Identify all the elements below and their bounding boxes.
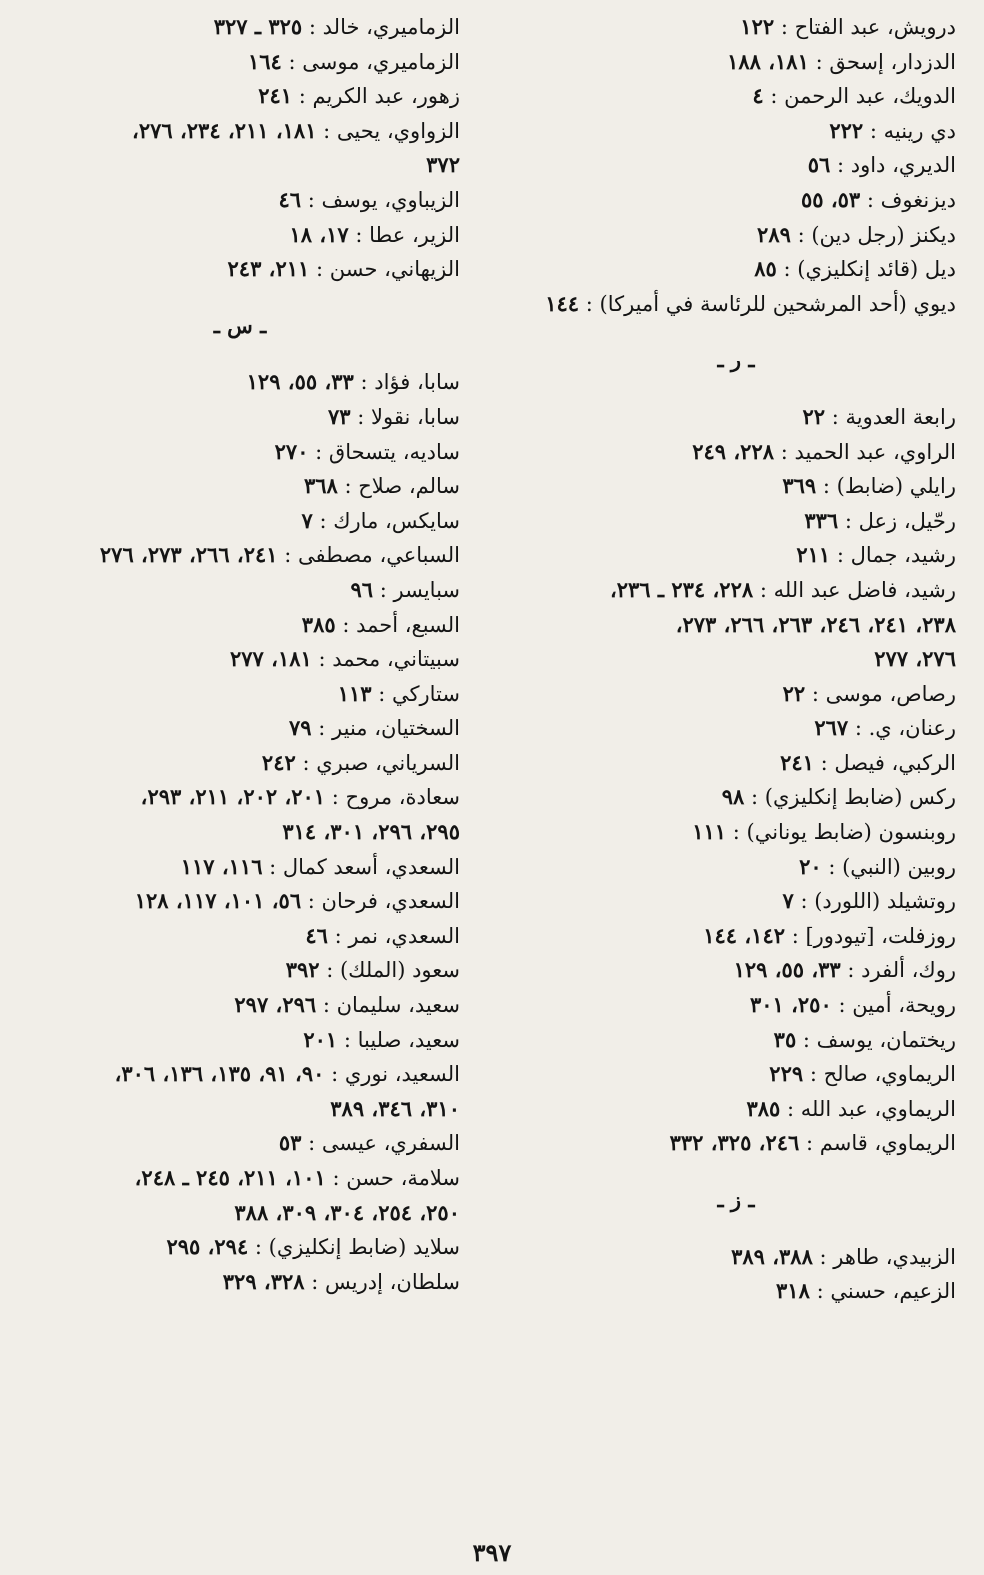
index-entry (516, 183, 956, 218)
entry-pages: ٢٩٦، ٢٩٧ (234, 992, 317, 1018)
entry-pages: ٩٠، ٩١، ١٣٥، ١٣٦، ٣٠٦، (114, 1061, 325, 1087)
entry-pages: ٣٢٥ ـ ٣٢٧ (213, 14, 303, 39)
entry-name: الريماوي، قاسم : (806, 1131, 956, 1156)
entry-name: دي رينيه : (869, 118, 956, 143)
entry-name: سبايسر : (379, 577, 460, 602)
index-entry (20, 1230, 460, 1265)
entry-name: سابا، فؤاد : (360, 370, 460, 395)
entry-pages: ٢٤٦، ٣٢٥، ٣٣٢ (669, 1130, 800, 1156)
entry-name: درويش، عبد الفتاح : (780, 15, 956, 39)
index-entry (20, 780, 460, 815)
entry-pages: ٢٢٩ (769, 1061, 804, 1087)
entry-name: ساديه، يتسحاق : (315, 439, 460, 464)
entry-pages: ١٨١، ٢١١، ٢٣٤، ٢٧٦، (132, 117, 317, 143)
entry-name: السعدي، أسعد كمال : (269, 854, 460, 879)
index-entry (20, 1265, 460, 1300)
section-heading: ـ ز ـ (717, 1187, 755, 1212)
index-entry (516, 780, 956, 815)
entry-name: رايلي (ضابط) : (822, 474, 956, 499)
index-entry (516, 469, 956, 504)
index-entry (516, 815, 956, 850)
index-column-right (516, 10, 956, 1309)
entry-pages: ٧ (301, 507, 313, 533)
entry-name: السعدي، فرحان : (307, 889, 460, 914)
entry-name: الزيباوي، يوسف : (307, 187, 460, 212)
entry-pages: ٥٣ (278, 1130, 302, 1156)
entry-name: سابا، نقولا : (357, 404, 460, 429)
entry-pages: ٣٣، ٥٥، ١٢٩ (246, 369, 354, 395)
entry-name: رشيد، جمال : (836, 543, 956, 568)
index-entry (20, 988, 460, 1023)
entry-name: الراوي، عبد الحميد : (780, 439, 956, 464)
index-entry (516, 148, 956, 183)
entry-pages: ٣٨٨، ٣٨٩ (731, 1243, 813, 1269)
index-entry (516, 573, 956, 608)
index-entry (20, 1023, 460, 1058)
entry-pages: ٣٦٨ (303, 473, 338, 499)
entry-name: السختيان، منير : (318, 716, 460, 741)
index-entry (516, 1057, 956, 1092)
entry-name: الركبي، فيصل : (820, 750, 956, 775)
entry-pages: ٢٢ (802, 403, 826, 429)
index-entry (20, 642, 460, 677)
entry-pages: ٣٢٨، ٣٢٩ (222, 1268, 305, 1294)
entry-pages: ٧٩ (289, 715, 312, 741)
entry-name: السفري، عيسى : (308, 1131, 460, 1156)
index-entry (516, 711, 956, 746)
entry-name: الديري، داود : (836, 153, 956, 178)
entry-name: روبين (النبي) : (828, 854, 956, 879)
entry-pages: ١١٣ (337, 680, 372, 706)
index-entry (20, 10, 460, 45)
entry-pages: ٤٦ (278, 186, 302, 212)
index-entry (20, 746, 460, 781)
entry-name: سبيتاني، محمد : (318, 647, 460, 672)
entry-pages: ٢٥٠، ٢٥٤، ٣٠٤، ٣٠٩، ٣٨٨ (234, 1199, 460, 1225)
index-entry (20, 919, 460, 954)
index-entry (20, 953, 460, 988)
entry-name: ديوي (أحد المرشحين للرئاسة في أميركا) : (585, 291, 956, 316)
entry-name: السعدي، نمر : (334, 923, 460, 948)
entry-continuation (20, 815, 460, 850)
index-entry (20, 573, 460, 608)
entry-pages: ٢٥٠، ٣٠١ (749, 992, 832, 1018)
entry-name: رابعة العدوية : (831, 404, 956, 429)
entry-name: رويحة، أمين : (838, 993, 956, 1018)
index-entry (516, 1092, 956, 1127)
entry-name: الزير، عطا : (355, 222, 460, 247)
index-entry (516, 538, 956, 573)
entry-name: زهور، عبد الكريم : (298, 84, 460, 109)
entry-pages: ٤٦ (305, 922, 328, 948)
entry-pages: ٣٦٩ (782, 473, 817, 499)
entry-name: سعيد، صليبا : (343, 1027, 460, 1052)
entry-pages: ٣١٠، ٣٤٦، ٣٨٩ (330, 1095, 460, 1121)
entry-pages: ١٦٤ (247, 48, 282, 74)
index-entry (20, 365, 460, 400)
index-entry (20, 79, 460, 114)
entry-pages: ٢٠ (799, 853, 822, 879)
section-heading: ـ ر ـ (717, 347, 755, 373)
index-entry (20, 1126, 460, 1161)
entry-pages: ٢٩٤، ٢٩٥ (166, 1234, 249, 1260)
entry-name: ستاركي : (378, 681, 460, 706)
entry-name: السباعي، مصطفى : (284, 543, 460, 568)
entry-pages: ٢٢٨، ٢٤٩ (692, 438, 775, 464)
entry-pages: ٢١١، ٢٤٣ (227, 256, 310, 282)
entry-pages: ٣٨٥ (301, 611, 336, 637)
entry-pages: ٨٥ (754, 256, 777, 282)
entry-name: روزفلت، [تيودور] : (791, 923, 956, 948)
entry-name: سعود (الملك) : (326, 958, 460, 983)
entry-pages: ١٨١، ٢٧٧ (230, 646, 312, 672)
index-entry (20, 400, 460, 435)
entry-pages: ٤ (752, 83, 764, 109)
entry-name: روبنسون (ضابط يوناني) : (732, 820, 956, 845)
entry-name: سلطان، إدريس : (311, 1269, 460, 1294)
entry-pages: ١٧، ١٨ (289, 221, 349, 247)
index-entry (20, 850, 460, 885)
index-entry (516, 850, 956, 885)
index-entry (20, 114, 460, 149)
entry-pages: ١٨١، ١٨٨ (727, 48, 809, 74)
entry-pages: ١١٦، ١١٧ (180, 853, 263, 879)
index-entry (516, 1126, 956, 1161)
index-column-left (20, 10, 460, 1299)
entry-name: الريماوي، صالح : (809, 1062, 956, 1087)
entry-continuation (516, 608, 956, 643)
entry-pages: ٢٤١، ٢٦٦، ٢٧٣، ٢٧٦ (99, 542, 278, 568)
index-entry (516, 45, 956, 80)
entry-name: الدزدار، إسحق : (815, 49, 956, 74)
index-entry (20, 608, 460, 643)
entry-pages: ٢٦٧ (814, 715, 849, 741)
entry-name: روتشيلد (اللورد) : (800, 889, 956, 914)
index-entry (516, 919, 956, 954)
entry-name: ديل (قائد إنكليزي) : (783, 257, 956, 282)
index-entry (516, 746, 956, 781)
index-entry (20, 252, 460, 287)
entry-pages: ١١١ (692, 819, 727, 845)
entry-name: الزماميري، خالد : (308, 15, 460, 39)
entry-pages: ٢٣٨، ٢٤١، ٢٤٦، ٢٦٣، ٢٦٦، ٢٧٣، (675, 611, 956, 637)
index-entry (516, 884, 956, 919)
index-entry (20, 1161, 460, 1196)
entry-name: الدويك، عبد الرحمن : (770, 84, 956, 109)
index-entry (516, 10, 956, 45)
entry-continuation (20, 148, 460, 183)
entry-name: الزيهاني، حسن : (316, 257, 460, 282)
index-entry (516, 218, 956, 253)
index-entry (516, 252, 956, 287)
entry-name: السرياني، صبري : (302, 750, 460, 775)
index-entry (516, 79, 956, 114)
entry-name: ديكنز (رجل دين) : (797, 222, 956, 247)
entry-pages: ٥٣، ٥٥ (800, 186, 861, 212)
entry-name: الريماوي، عبد الله : (787, 1096, 956, 1121)
entry-pages: ٢٢٨، ٢٣٤ ـ ٢٣٦، (609, 576, 754, 602)
index-entry (20, 504, 460, 539)
entry-pages: ٣٧٢ (426, 152, 460, 178)
entry-pages: ٢٨٩ (757, 221, 791, 247)
entry-pages: ١٤٢، ١٤٤ (703, 922, 786, 948)
entry-pages: ٣٩٢ (285, 957, 320, 983)
entry-pages: ٢٤١ (780, 749, 814, 775)
index-entry (20, 183, 460, 218)
entry-name: سعيد، سليمان : (322, 993, 460, 1018)
entry-name: رحّيل، زعل : (844, 508, 956, 533)
entry-pages: ٥٦ (807, 152, 831, 178)
index-entry (516, 114, 956, 149)
index-entry (516, 1274, 956, 1309)
index-entry (516, 677, 956, 712)
entry-pages: ٩٨ (721, 784, 745, 810)
entry-name: روك، ألفرد : (847, 958, 956, 983)
index-entry (20, 45, 460, 80)
entry-name: ريختمان، يوسف : (802, 1027, 956, 1052)
index-entry (20, 884, 460, 919)
entry-name: ركس (ضابط إنكليزي) : (751, 785, 956, 810)
index-entry (516, 287, 956, 322)
index-entry (20, 1057, 460, 1092)
index-entry (20, 677, 460, 712)
entry-name: الزبيدي، طاهر : (819, 1244, 956, 1269)
page-number: ٣٩٧ (472, 1538, 512, 1567)
entry-pages: ١٠١، ٢١١، ٢٤٥ ـ ٢٤٨، (134, 1165, 326, 1190)
entry-name: سعادة، مروح : (331, 785, 460, 810)
entry-name: الزعيم، حسني : (816, 1279, 956, 1304)
entry-pages: ٣٥ (773, 1026, 797, 1052)
entry-name: رعنان، ي. : (854, 716, 956, 741)
entry-continuation (20, 1196, 460, 1231)
entry-name: الزماميري، موسى : (288, 49, 460, 74)
entry-name: سلايد (ضابط إنكليزي) : (254, 1235, 460, 1260)
index-entry (516, 1240, 956, 1275)
entry-pages: ٢٧٠ (274, 438, 309, 464)
entry-pages: ٣٣٦ (804, 507, 839, 533)
entry-name: سلامة، حسن : (332, 1166, 460, 1190)
entry-name: السعيد، نوري : (331, 1062, 460, 1087)
index-entry (20, 469, 460, 504)
index-entry (20, 435, 460, 470)
entry-pages: ٣٣، ٥٥، ١٢٩ (733, 957, 841, 983)
entry-pages: ١٢٢ (740, 14, 775, 39)
index-entry (516, 400, 956, 435)
entry-name: الزواوي، يحيى : (323, 118, 460, 143)
index-entry (516, 988, 956, 1023)
entry-pages: ٧٣ (328, 403, 351, 429)
entry-pages: ٥٦، ١٠١، ١١٧، ١٢٨ (134, 888, 302, 914)
entry-pages: ٢١١ (796, 542, 831, 568)
index-entry (20, 538, 460, 573)
entry-continuation (516, 642, 956, 677)
entry-pages: ٢٤١ (258, 83, 293, 109)
section-heading: ـ س ـ (213, 312, 267, 338)
entry-name: السبع، أحمد : (342, 612, 460, 637)
entry-pages: ٣١٨ (776, 1278, 810, 1304)
entry-pages: ١٤٤ (545, 290, 580, 316)
entry-pages: ٢٤٢ (261, 749, 296, 775)
entry-continuation (20, 1092, 460, 1127)
entry-name: رشيد، فاضل عبد الله : (759, 577, 956, 602)
entry-name: رصاص، موسى : (811, 681, 956, 706)
entry-pages: ٢٧٦، ٢٧٧ (874, 646, 956, 672)
entry-pages: ٢٢ (782, 680, 806, 706)
index-entry (20, 711, 460, 746)
entry-pages: ٩٦ (350, 576, 374, 602)
entry-name: ديزنغوف : (866, 187, 956, 212)
entry-pages: ٢٠١، ٢٠٢، ٢١١، ٢٩٣، (140, 784, 326, 810)
entry-name: سايكس، مارك : (319, 508, 460, 533)
index-entry (516, 435, 956, 470)
entry-pages: ٧ (782, 888, 794, 914)
index-entry (516, 1023, 956, 1058)
entry-pages: ٣٨٥ (746, 1095, 781, 1121)
entry-pages: ٢٩٥، ٢٩٦، ٣٠١، ٣١٤ (282, 819, 460, 845)
entry-pages: ٢٢٢ (829, 117, 864, 143)
index-entry (20, 218, 460, 253)
index-entry (516, 504, 956, 539)
entry-pages: ٢٠١ (303, 1026, 338, 1052)
index-entry (516, 953, 956, 988)
entry-name: سالم، صلاح : (344, 474, 460, 499)
